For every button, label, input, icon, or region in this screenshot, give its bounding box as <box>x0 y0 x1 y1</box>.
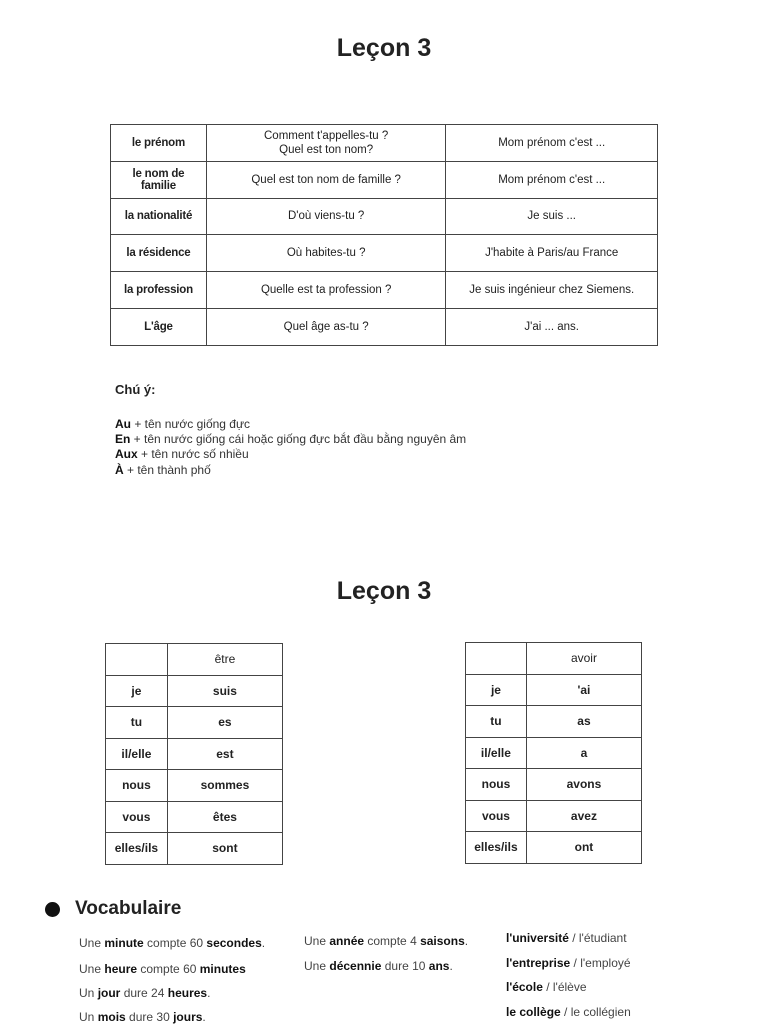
question-text: D'où viens-tu ? <box>287 210 365 223</box>
vocab-text: Un <box>79 1010 98 1024</box>
table-row <box>111 198 658 235</box>
pronoun-cell: il/elle <box>106 738 168 770</box>
vocab-item <box>506 980 587 994</box>
vocab-term: saisons <box>420 934 465 948</box>
empty-cell <box>466 643 527 675</box>
vocab-text: dure 24 <box>120 986 168 1000</box>
table-row <box>106 738 283 770</box>
pronoun-cell: nous <box>106 770 168 802</box>
vocab-term: minutes <box>199 962 246 976</box>
pronoun-cell: nous <box>466 769 527 801</box>
note-text: + tên nước giống đực <box>131 417 251 431</box>
header-row <box>106 644 283 676</box>
row-label: L'âge <box>111 308 207 345</box>
question-cell <box>206 235 446 272</box>
row-label: le prénom <box>111 125 207 162</box>
vocab-item <box>79 986 210 1000</box>
header-row <box>466 643 642 675</box>
vocab-item <box>506 1005 631 1019</box>
vocab-text: / le collégien <box>560 1005 631 1019</box>
vocab-item <box>506 931 627 945</box>
table-row <box>106 675 283 707</box>
row-label: la nationalité <box>111 198 207 235</box>
question-cell <box>206 198 446 235</box>
table-row <box>106 833 283 865</box>
vocab-term: minute <box>104 936 144 950</box>
vocab-item <box>304 934 468 948</box>
question-cell <box>206 272 446 309</box>
pronoun-cell: je <box>106 675 168 707</box>
vocab-term: secondes <box>206 936 262 950</box>
vocab-term: heure <box>104 962 138 976</box>
table-row <box>466 706 642 738</box>
vocab-term: mois <box>97 1010 126 1024</box>
vocab-term: ans <box>428 959 450 973</box>
vocab-term: l'école <box>506 980 543 994</box>
lesson-title: Leçon 3 <box>336 34 432 62</box>
pronoun-cell: elles/ils <box>466 832 527 864</box>
question-text: Comment t'appelles-tu ? <box>264 129 389 142</box>
verb-form-cell: avez <box>526 800 641 832</box>
pronoun-cell: elles/ils <box>106 833 168 865</box>
verb-form-cell: as <box>526 706 641 738</box>
note-text: + tên nước số nhiều <box>137 447 249 461</box>
vocab-item <box>79 936 265 950</box>
table-row <box>111 272 658 309</box>
vocab-text: / l'employé <box>570 956 631 970</box>
verb-form-cell: suis <box>167 675 282 707</box>
question-text: Quelle est ta profession ? <box>260 284 392 297</box>
table-row <box>106 801 283 833</box>
vocab-text: / l'élève <box>542 980 587 994</box>
vocab-text: / l'étudiant <box>568 931 627 945</box>
table-row <box>466 674 642 706</box>
verb-form-cell: êtes <box>167 801 282 833</box>
pronoun-cell: vous <box>466 800 527 832</box>
vocab-item <box>506 956 631 970</box>
answer-cell: Je suis ... <box>446 198 658 235</box>
pronoun-cell: tu <box>106 707 168 739</box>
vocab-text: Une <box>304 959 330 973</box>
note-line <box>115 417 250 431</box>
vocab-text: . <box>261 936 266 950</box>
vocab-term: l'université <box>506 931 569 945</box>
vocab-text: dure 10 <box>381 959 429 973</box>
vocab-text: . <box>464 934 469 948</box>
vocab-text: compte 60 <box>143 936 207 950</box>
verb-form-cell: ont <box>526 832 641 864</box>
vocab-text: . <box>449 959 453 973</box>
table-row <box>111 125 658 162</box>
pronoun-cell: vous <box>106 801 168 833</box>
vocab-term: jour <box>97 986 121 1000</box>
note-text: + tên nước giống cái hoặc giống đực bắt đầu bằng nguyên âm <box>130 432 467 446</box>
answer-cell: Mom prénom c'est ... <box>446 161 658 198</box>
table-row <box>466 832 642 864</box>
answer-cell: J'ai ... ans. <box>446 308 658 345</box>
info-table <box>110 124 658 346</box>
note-text: + tên thành phố <box>123 463 211 477</box>
note-line <box>115 432 466 446</box>
note-key: Aux <box>115 447 138 461</box>
verb-header: être <box>167 644 282 676</box>
verb-form-cell: a <box>526 737 641 769</box>
avoir-conjugation-table <box>465 642 642 864</box>
vocab-text: compte 4 <box>364 934 421 948</box>
pronoun-cell: je <box>466 674 527 706</box>
pronoun-cell: tu <box>466 706 527 738</box>
note-key: Au <box>115 417 131 431</box>
vocab-item <box>79 1010 206 1024</box>
verb-form-cell: 'ai <box>526 674 641 706</box>
vocab-text: . <box>202 1010 206 1024</box>
vocab-term: jours <box>173 1010 203 1024</box>
verb-form-cell: avons <box>526 769 641 801</box>
vocabulary-heading <box>45 898 181 920</box>
vocabulary-title: Vocabulaire <box>75 898 182 919</box>
vocab-term: l'entreprise <box>506 956 571 970</box>
table-row <box>111 235 658 272</box>
note-key: À <box>115 463 124 477</box>
verb-form-cell: sont <box>167 833 282 865</box>
row-label: le nom de familie <box>111 161 207 198</box>
vocab-text: Un <box>79 986 98 1000</box>
verb-form-cell: es <box>167 707 282 739</box>
vocab-term: année <box>329 934 365 948</box>
vocab-text: Une <box>79 936 105 950</box>
table-row <box>106 707 283 739</box>
etre-conjugation-table <box>105 643 283 865</box>
vocab-text: . <box>207 986 211 1000</box>
question-text: Quel est ton nom de famille ? <box>251 173 401 186</box>
vocab-text: dure 30 <box>125 1010 174 1024</box>
verb-header: avoir <box>526 643 641 675</box>
note-title: Chú ý: <box>115 382 156 397</box>
question-text: Quel âge as-tu ? <box>283 320 369 333</box>
question-text: Quel est ton nom? <box>279 143 374 156</box>
vocab-text: Une <box>79 962 105 976</box>
answer-cell: J'habite à Paris/au France <box>446 235 658 272</box>
note-key: En <box>115 432 131 446</box>
row-label: la résidence <box>111 235 207 272</box>
vocab-text: compte 60 <box>137 962 200 976</box>
table-row <box>111 308 658 345</box>
table-row <box>466 737 642 769</box>
table-row <box>466 800 642 832</box>
answer-cell: Mom prénom c'est ... <box>446 125 658 162</box>
note-line <box>115 447 249 461</box>
table-row <box>466 769 642 801</box>
lesson-title-2: Leçon 3 <box>336 577 432 605</box>
row-label: la profession <box>111 272 207 309</box>
verb-form-cell: sommes <box>167 770 282 802</box>
table-row <box>111 161 658 198</box>
table-row <box>106 770 283 802</box>
question-cell <box>206 308 446 345</box>
pronoun-cell: il/elle <box>466 737 527 769</box>
empty-cell <box>106 644 168 676</box>
vocab-item <box>304 959 453 973</box>
answer-cell: Je suis ingénieur chez Siemens. <box>446 272 658 309</box>
note-line <box>115 463 211 477</box>
verb-form-cell: est <box>167 738 282 770</box>
vocab-term: heures <box>167 986 208 1000</box>
vocab-term: le collège <box>506 1005 561 1019</box>
vocab-text: Une <box>304 934 330 948</box>
vocab-term: décennie <box>329 959 382 973</box>
question-text: Où habites-tu ? <box>286 247 366 260</box>
question-cell <box>206 161 446 198</box>
bullet-icon <box>45 902 60 917</box>
vocab-item <box>79 962 246 976</box>
question-cell <box>206 125 446 162</box>
